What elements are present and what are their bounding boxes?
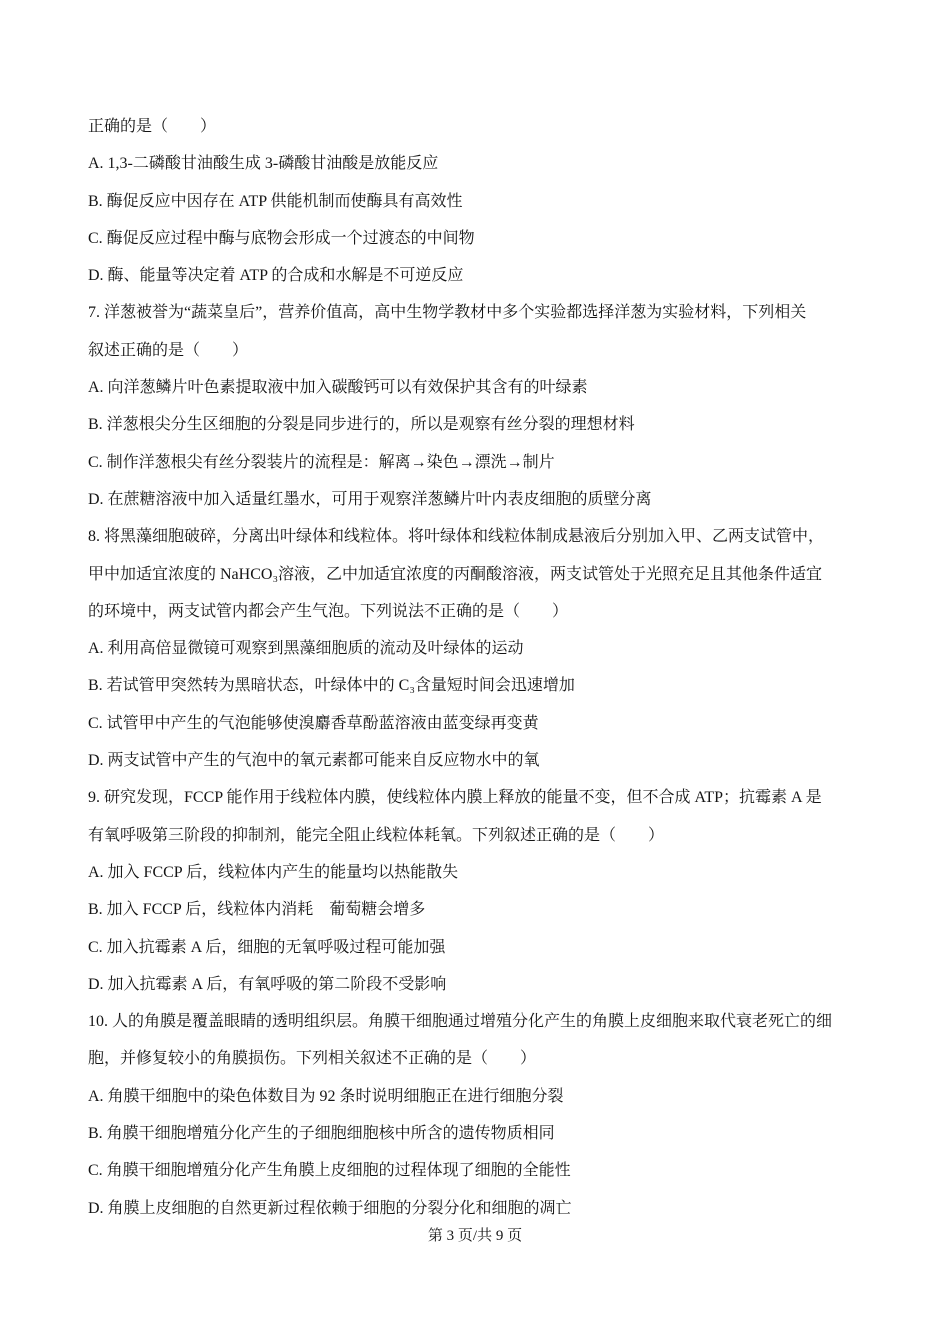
q8-option-a: A. 利用高倍显微镜可观察到黑藻细胞质的流动及叶绿体的运动: [88, 640, 524, 658]
page-footer: [0, 1224, 950, 1248]
question-10: [88, 1003, 878, 1227]
q10-option-b: B. 角膜干细胞增殖分化产生的子细胞细胞核中所含的遗传物质相同: [88, 1125, 555, 1143]
q7-option-c: C. 制作洋葱根尖有丝分裂装片的流程是：解离→染色→漂洗→制片: [88, 453, 555, 471]
q7-stem-line-2: 叙述正确的是（ ）: [88, 341, 249, 359]
q6-stem-line-1: 正确的是（ ）: [88, 118, 217, 135]
q8-stem-line-2: 甲中加适宜浓度的 NaHCO₃溶液，乙中加适宜浓度的丙酮酸溶液，两支试管处于光照充足且其他条件适宜: [88, 565, 823, 583]
q10-option-a: A. 角膜干细胞中的染色体数目为 92 条时说明细胞正在进行细胞分裂: [88, 1087, 564, 1105]
q10-stem-line-2: 胞，并修复较小的角膜损伤。下列相关叙述不正确的是（ ）: [88, 1050, 537, 1068]
q9-option-d: D. 加入抗霉素 A 后，有氧呼吸的第二阶段不受影响: [88, 975, 447, 993]
question-7: [88, 294, 878, 518]
q9-option-a: A. 加入 FCCP 后，线粒体内产生的能量均以热能散失: [88, 863, 459, 881]
q6-option-d: D. 酶、能量等决定着 ATP 的合成和水解是不可逆反应: [88, 267, 464, 285]
page-number-label: 第 3 页/共 9 页: [427, 1228, 523, 1244]
q6-option-c: C. 酶促反应过程中酶与底物会形成一个过渡态的中间物: [88, 229, 475, 247]
q8-option-b: B. 若试管甲突然转为黑暗状态，叶绿体中的 C₃含量短时间会迅速增加: [88, 677, 575, 695]
q10-option-d: D. 角膜上皮细胞的自然更新过程依赖于细胞的分裂分化和细胞的凋亡: [88, 1199, 572, 1217]
q6-option-b: B. 酶促反应中因存在 ATP 供能机制而使酶具有高效性: [88, 192, 463, 210]
q10-option-c: C. 角膜干细胞增殖分化产生角膜上皮细胞的过程体现了细胞的全能性: [88, 1162, 571, 1180]
q8-stem-line-1: 8. 将黑藻细胞破碎，分离出叶绿体和线粒体。将叶绿体和线粒体制成悬液后分别加入甲、乙两支试管中，: [88, 528, 825, 546]
q6-option-a: A. 1,3-二磷酸甘油酸生成 3-磷酸甘油酸是放能反应: [88, 155, 439, 173]
q8-option-d: D. 两支试管中产生的气泡中的氧元素都可能来自反应物水中的氧: [88, 752, 540, 770]
q7-option-a: A. 向洋葱鳞片叶色素提取液中加入碳酸钙可以有效保护其含有的叶绿素: [88, 379, 588, 397]
q10-stem-line-1: 10. 人的角膜是覆盖眼睛的透明组织层。角膜干细胞通过增殖分化产生的角膜上皮细胞来取代衰老死亡的细: [88, 1013, 833, 1031]
q8-option-c: C. 试管甲中产生的气泡能够使溴麝香草酚蓝溶液由蓝变绿再变黄: [88, 714, 539, 732]
question-9: [88, 779, 878, 1003]
q7-option-b: B. 洋葱根尖分生区细胞的分裂是同步进行的，所以是观察有丝分裂的理想材料: [88, 416, 635, 434]
question-6: [88, 108, 878, 294]
q9-option-b: B. 加入 FCCP 后，线粒体内消耗 葡萄糖会增多: [88, 901, 426, 919]
q8-stem-line-3: 的环境中，两支试管内都会产生气泡。下列说法不正确的是（ ）: [88, 602, 569, 620]
page-content: [88, 108, 878, 1227]
q9-option-c: C. 加入抗霉素 A 后，细胞的无氧呼吸过程可能加强: [88, 938, 446, 956]
question-8: [88, 518, 878, 779]
q7-option-d: D. 在蔗糖溶液中加入适量红墨水，可用于观察洋葱鳞片叶内表皮细胞的质壁分离: [88, 490, 652, 508]
q7-stem-line-1: 7. 洋葱被誉为“蔬菜皇后”，营养价值高，高中生物学教材中多个实验都选择洋葱为实验材料，下列相关: [88, 304, 807, 322]
q9-stem-line-1: 9. 研究发现，FCCP 能作用于线粒体内膜，使线粒体内膜上释放的能量不变，但不合成 ATP；抗霉素 A 是: [88, 789, 822, 807]
q9-stem-line-2: 有氧呼吸第三阶段的抑制剂，能完全阻止线粒体耗氧。下列叙述正确的是（ ）: [88, 826, 665, 844]
